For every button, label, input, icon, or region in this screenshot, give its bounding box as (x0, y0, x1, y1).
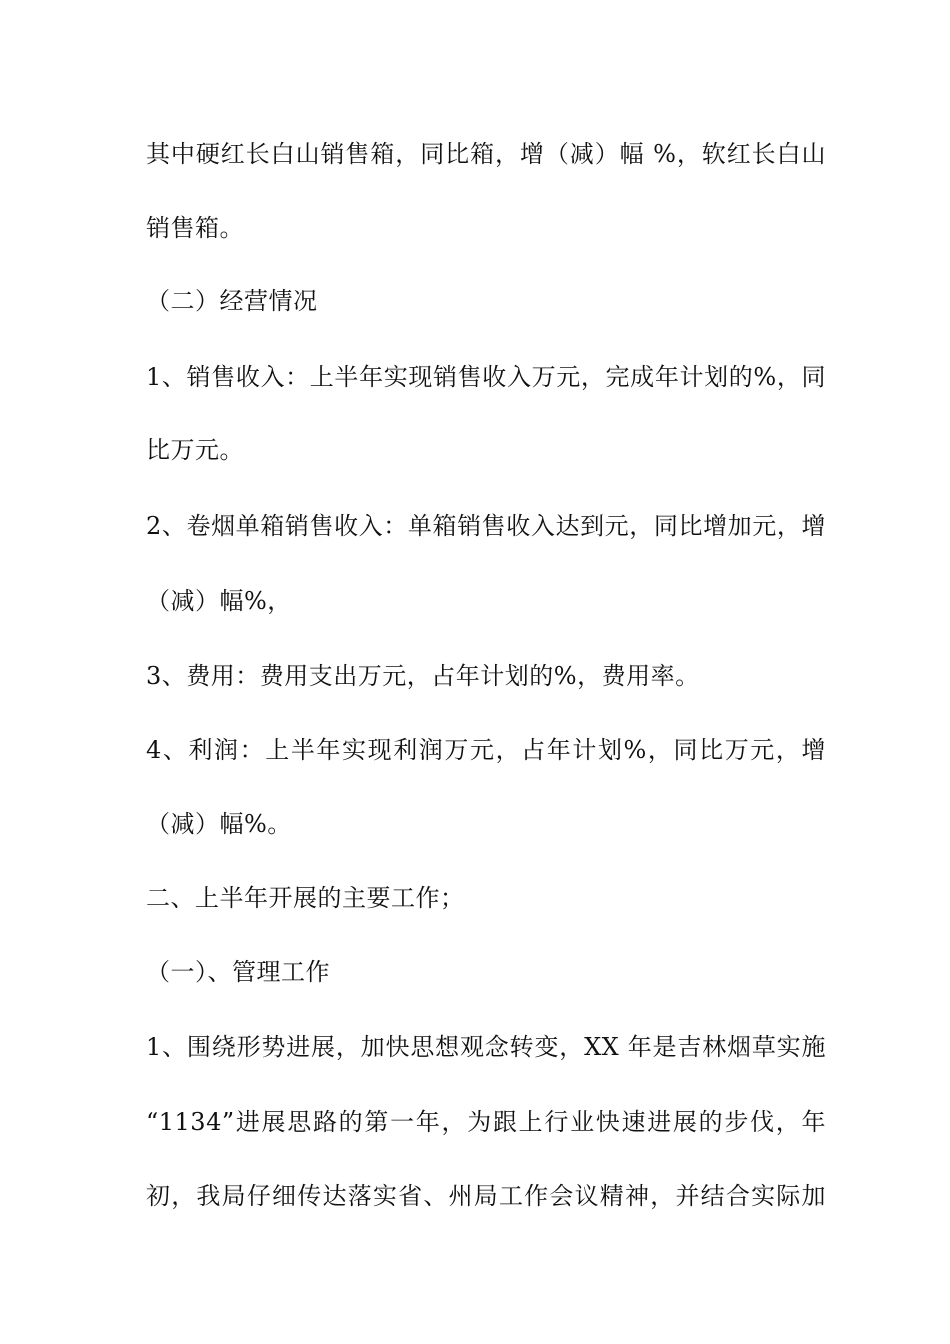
text-line-8: 3、费用：费用支出万元，占年计划的%，费用率。 (146, 662, 700, 690)
text-line-14: “1134”进展思路的第一年，为跟上行业快速进展的步伐，年 (146, 1108, 826, 1136)
text-line-5: 比万元。 (146, 436, 244, 464)
text-line-13: 1、围绕形势进展，加快思想观念转变，XX 年是吉林烟草实施 (146, 1033, 826, 1061)
text-line-10: （减）幅%。 (146, 810, 292, 838)
text-line-7: （减）幅%， (146, 587, 292, 615)
section-heading-operations: （二）经营情况 (146, 287, 318, 315)
text-line-9: 4、利润：上半年实现利润万元，占年计划%，同比万元，增 (146, 736, 826, 764)
text-line-15: 初，我局仔细传达落实省、州局工作会议精神，并结合实际加 (146, 1182, 826, 1210)
text-line-4: 1、销售收入：上半年实现销售收入万元，完成年计划的%，同 (146, 363, 826, 391)
section-heading-management: （一）、管理工作 (146, 958, 330, 986)
text-line-1: 其中硬红长白山销售箱，同比箱，增（减）幅 %，软红长白山 (146, 140, 826, 168)
text-line-2: 销售箱。 (146, 214, 244, 242)
section-heading-main-work: 二、上半年开展的主要工作； (146, 884, 465, 912)
text-line-6: 2、卷烟单箱销售收入：单箱销售收入达到元，同比增加元，增 (146, 512, 826, 540)
